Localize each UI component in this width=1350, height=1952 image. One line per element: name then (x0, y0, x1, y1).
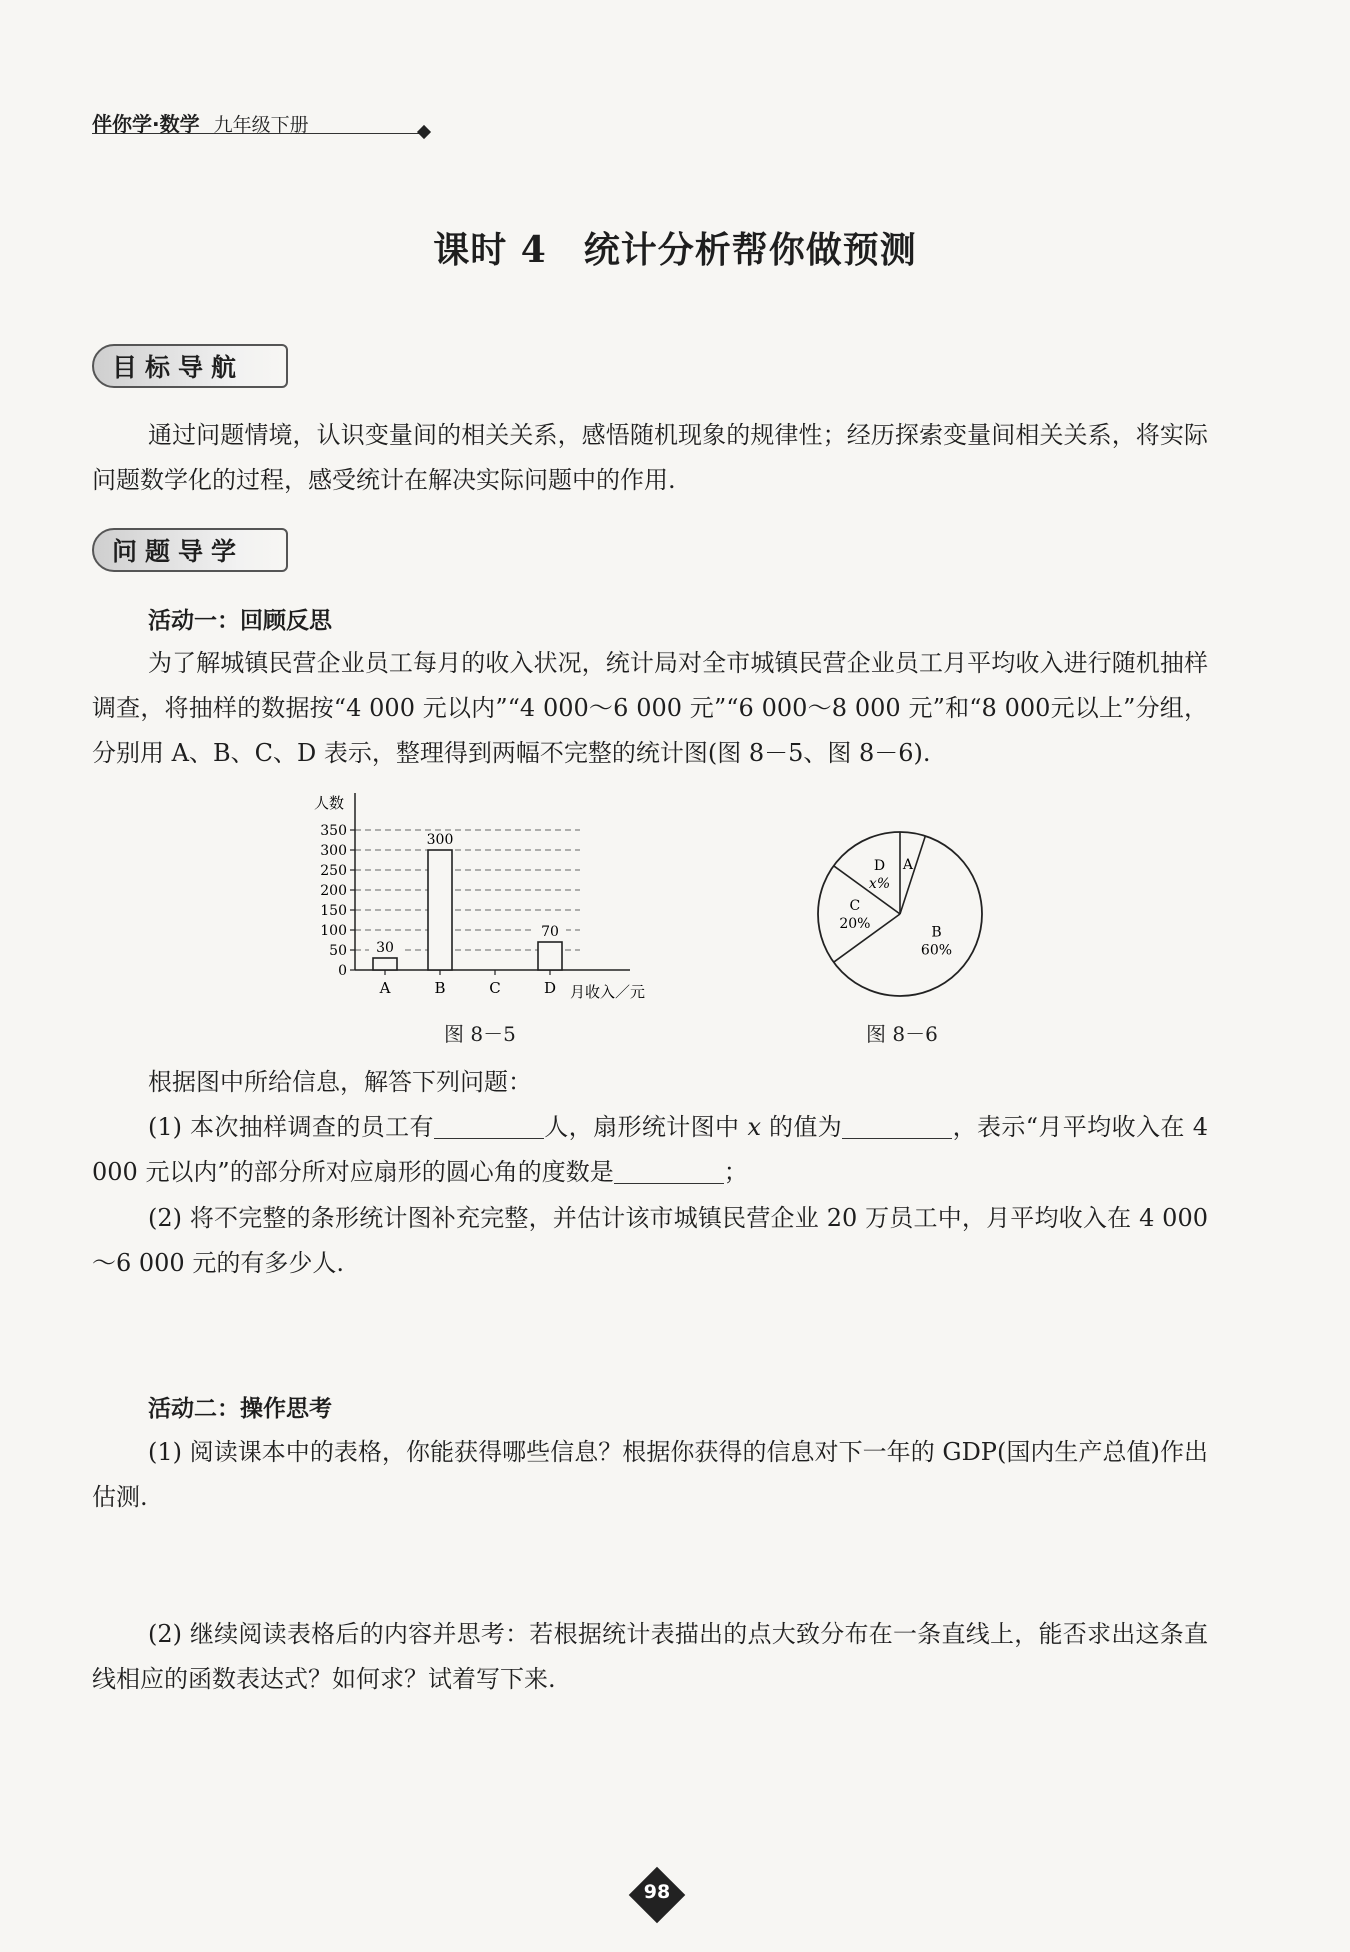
bar-value-label: 30 (376, 940, 394, 956)
bar-A (373, 958, 397, 970)
q1-part-a: (1) 本次抽样调查的员工有 (148, 1113, 434, 1141)
pie-slice-D: D (873, 857, 886, 874)
q1-blank-count[interactable] (434, 1112, 544, 1139)
guide-section-tag: 问题导学 (92, 528, 288, 572)
bar-category-label: D (543, 979, 557, 997)
pie-caption: 图 8－6 (866, 1022, 938, 1046)
bar-chart (300, 785, 680, 1010)
q1-part-c: 的值为 (769, 1113, 843, 1141)
bar-category-label: C (489, 979, 501, 997)
bar-ytick-label: 100 (320, 923, 347, 939)
pie-slice-A: A (902, 856, 914, 873)
q1-blank-angle[interactable] (614, 1157, 724, 1184)
bar-ylabel: 人数 (314, 794, 345, 812)
pie-slice-C: C (849, 898, 861, 914)
bar-value-label: 70 (541, 924, 559, 940)
activity2-question2: (2) 继续阅读表格后的内容并思考：若根据统计表描出的点大致分布在一条直线上，能否求出这条直线相应的函数表达式？如何求？试着写下来. (92, 1620, 1208, 1693)
bar-D (538, 942, 562, 970)
goal-section-tag: 目标导航 (92, 344, 288, 388)
bar-B (428, 850, 452, 970)
activity2-question1: (1) 阅读课本中的表格，你能获得哪些信息？根据你获得的信息对下一年的 GDP(国内生产总值)作出估测. (92, 1438, 1208, 1511)
pie-slice-value: 60% (920, 942, 953, 959)
activity1-intro: 为了解城镇民营企业员工每月的收入状况，统计局对全市城镇民营企业员工月平均收入进行随机抽样调查，将抽样的数据按“4 000 元以内”“4 000～6 000 元”“6 000～8 000 元”和“8 000元以上”分组，分别用 A、B、C、D 表示，整理得到两幅不完整的统计图(图 8－5、图 8－6). (92, 649, 1208, 767)
bar-yticks (320, 823, 355, 979)
pie-chart (808, 822, 992, 1006)
q1-end: ； (723, 1158, 748, 1186)
activity1-question2: (2) 将不完整的条形统计图补充完整，并估计该市城镇民营企业 20 万员工中，月平均收入在 4 000～6 000 元的有多少人. (92, 1204, 1208, 1277)
running-header (92, 108, 432, 148)
book-series: 伴你学·数学 (92, 112, 200, 136)
bar-xlabel: 月收入／元 (570, 983, 646, 1001)
activity1-lead: 根据图中所给信息，解答下列问题： (148, 1068, 532, 1096)
pie-marks (818, 832, 982, 996)
bar-ytick-label: 300 (320, 843, 347, 859)
lesson-title: 课时 4 统计分析帮你做预测 (433, 229, 917, 271)
bar-ytick-label: 250 (320, 863, 347, 879)
bar-category-label: A (379, 979, 391, 997)
q1-variable: x (747, 1113, 761, 1141)
pie-slice-B: B (931, 924, 942, 941)
activity2-heading: 活动二：操作思考 (148, 1396, 332, 1422)
bar-ytick-label: 200 (320, 883, 347, 899)
bar-category-label: B (434, 979, 446, 997)
q1-part-d: ，表示“月平均收入在 4 000 元以内”的部分所对应扇形的圆心角的度数是 (92, 1113, 1209, 1186)
goal-text: 通过问题情境，认识变量间的相关关系，感悟随机现象的规律性；经历探索变量间相关关系，将实际问题数学化的过程，感受统计在解决实际问题中的作用. (92, 421, 1208, 494)
page-number: 98 (643, 1881, 671, 1903)
book-grade: 九年级下册 (213, 114, 309, 136)
bar-ytick-label: 150 (320, 903, 347, 919)
header-rule (92, 133, 424, 134)
pie-slice-value: 20% (839, 916, 871, 932)
bar-ytick-label: 350 (320, 823, 347, 839)
activity1-question1 (92, 1105, 1208, 1195)
q1-blank-x[interactable] (842, 1112, 952, 1139)
bar-ytick-label: 0 (338, 963, 347, 979)
bar-value-label: 300 (426, 832, 454, 848)
bar-ytick-label: 50 (329, 943, 347, 959)
activity1-heading: 活动一：回顾反思 (148, 608, 332, 634)
q1-part-b: 人，扇形统计图中 (543, 1113, 740, 1141)
pie-slice-value: x% (868, 875, 891, 892)
bar-caption: 图 8－5 (444, 1022, 516, 1046)
bar-marks (369, 831, 566, 997)
